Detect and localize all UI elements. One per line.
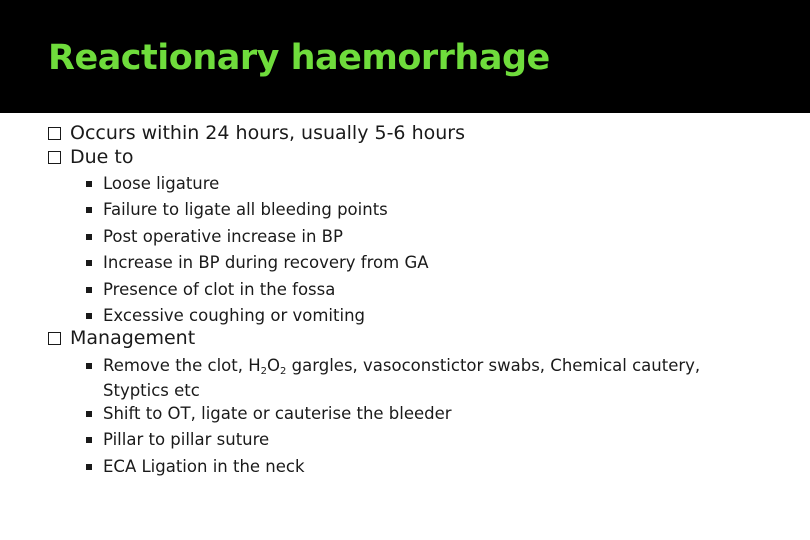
list-item: Post operative increase in BP xyxy=(86,227,343,246)
square-bullet-icon xyxy=(86,207,92,213)
list-item: Pillar to pillar suture xyxy=(86,430,269,449)
list-item: Excessive coughing or vomiting xyxy=(86,306,365,325)
checkbox-bullet-icon xyxy=(48,151,61,164)
bullet-onset-text: Occurs within 24 hours, usually 5-6 hours xyxy=(70,122,465,144)
bullet-management xyxy=(48,327,195,349)
list-item: Presence of clot in the fossa xyxy=(86,280,335,299)
bullet-due-to-text: Due to xyxy=(70,146,134,168)
square-bullet-icon xyxy=(86,464,92,470)
list-item: Shift to OT, ligate or cauterise the bleeder xyxy=(86,404,452,423)
list-item: Loose ligature xyxy=(86,174,219,193)
bullet-due-to xyxy=(48,146,133,168)
square-bullet-icon xyxy=(86,287,92,293)
square-bullet-icon xyxy=(86,437,92,443)
bullet-management-text: Management xyxy=(70,327,196,349)
list-item xyxy=(86,356,700,400)
checkbox-bullet-icon xyxy=(48,127,61,140)
square-bullet-icon xyxy=(86,260,92,266)
square-bullet-icon xyxy=(86,411,92,417)
slide-title: Reactionary haemorrhage xyxy=(48,38,550,78)
management-first-item: Remove the clot, $H_2O_2$ gargles, vasoconstictor swabs, Chemical cautery, Styptics etc xyxy=(103,356,701,400)
title-bar xyxy=(0,0,810,113)
square-bullet-icon xyxy=(86,363,92,369)
square-bullet-icon xyxy=(86,181,92,187)
list-item: Increase in BP during recovery from GA xyxy=(86,253,429,272)
list-item: ECA Ligation in the neck xyxy=(86,457,305,476)
square-bullet-icon xyxy=(86,313,92,319)
bullet-onset xyxy=(48,122,465,144)
list-item: Failure to ligate all bleeding points xyxy=(86,200,388,219)
checkbox-bullet-icon xyxy=(48,332,61,345)
square-bullet-icon xyxy=(86,234,92,240)
